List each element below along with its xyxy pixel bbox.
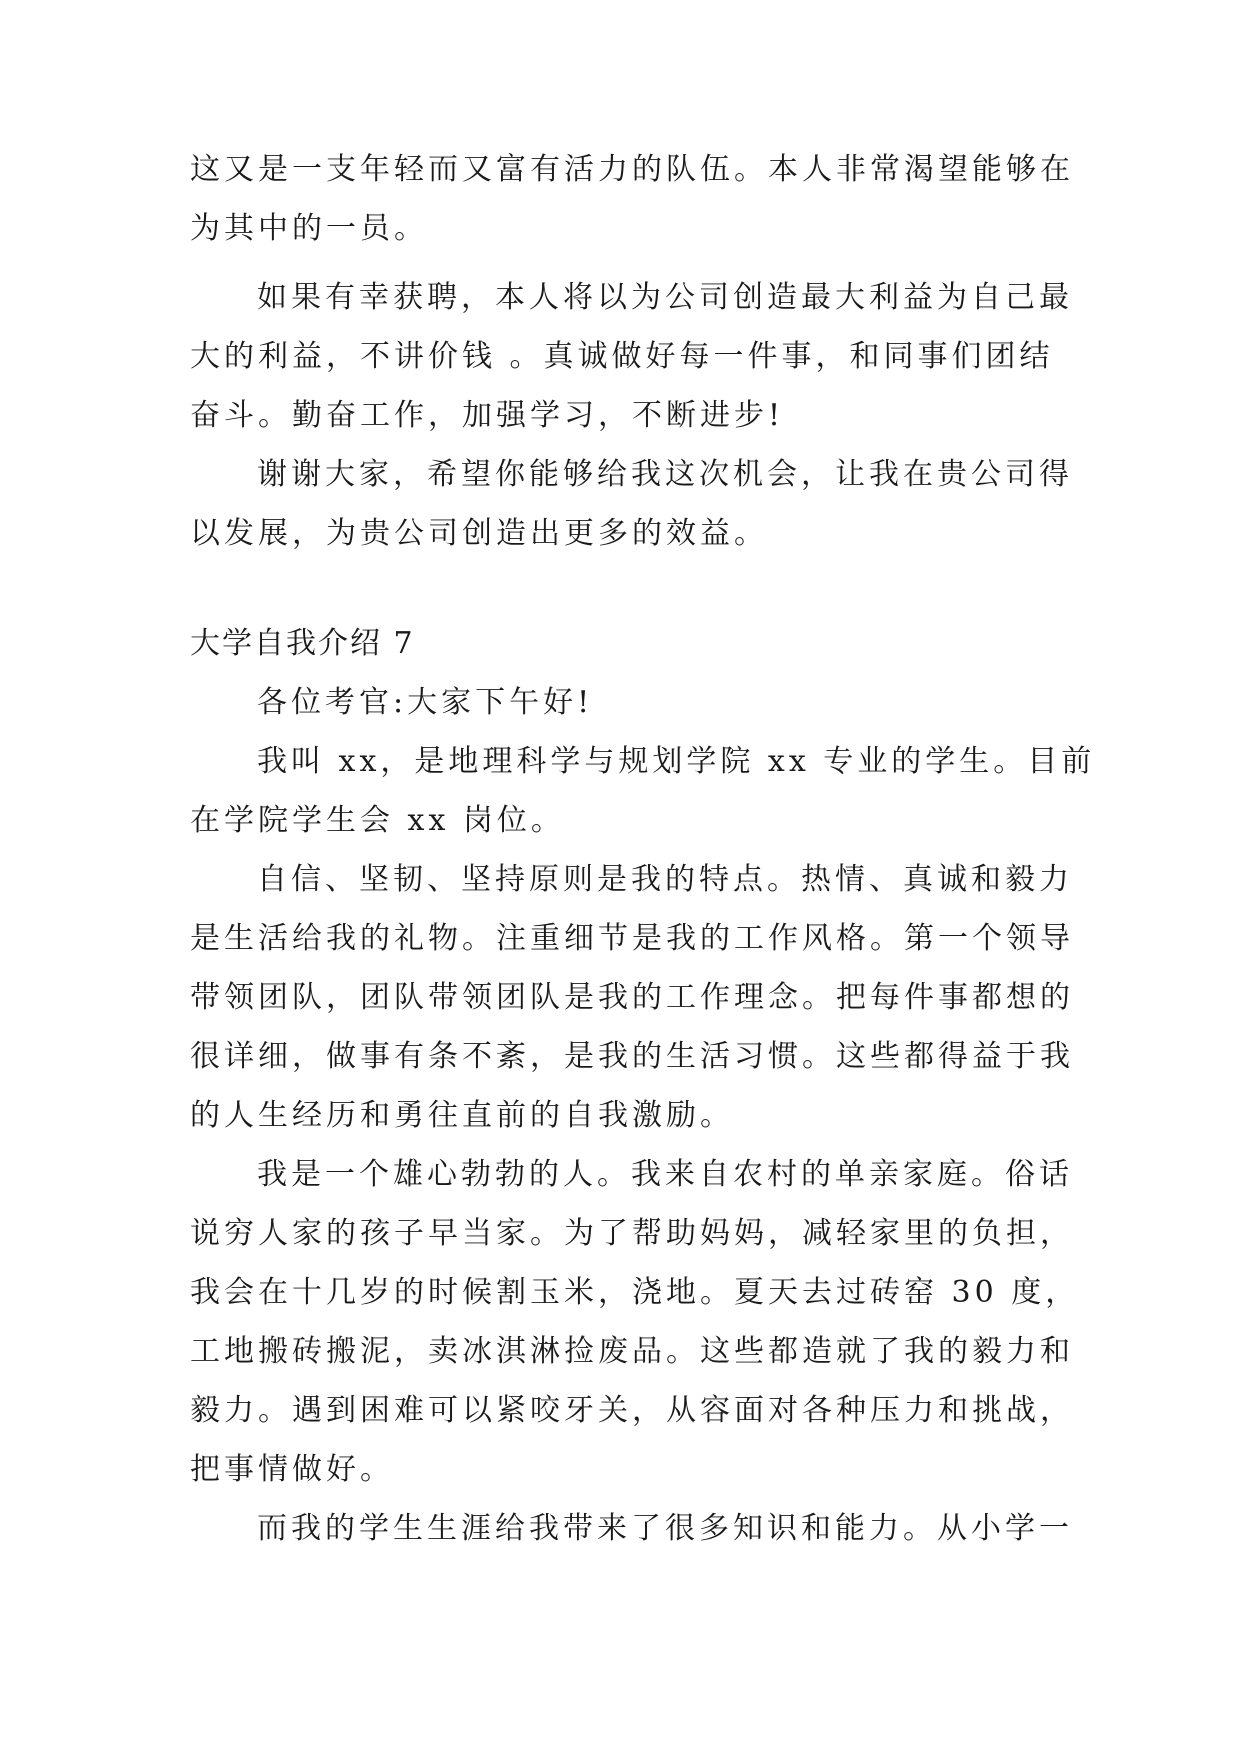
paragraph-line: 以发展，为贵公司创造出更多的效益。 [190,516,768,551]
section-heading: 大学自我介绍 7 [190,626,415,661]
greeting-line: 各位考官:大家下午好! [257,685,594,720]
paragraph-line: 带领团队，团队带领团队是我的工作理念。把每件事都想的 [190,980,1074,1015]
paragraph-line: 这又是一支年轻而又富有活力的队伍。本人非常渴望能够在 [190,152,1074,187]
paragraph-line: 是生活给我的礼物。注重细节是我的工作风格。第一个领导 [190,921,1074,956]
paragraph-line: 很详细，做事有条不紊，是我的生活习惯。这些都得益于我 [190,1039,1074,1074]
paragraph-line: 的人生经历和勇往直前的自我激励。 [190,1098,734,1133]
paragraph-line: 如果有幸获聘，本人将以为公司创造最大利益为自己最 [257,280,1073,315]
paragraph-line: 为其中的一员。 [190,211,428,246]
paragraph-line: 我叫 xx，是地理科学与规划学院 xx 专业的学生。目前 [257,744,1096,779]
paragraph-line: 毅力。遇到困难可以紧咬牙关，从容面对各种压力和挑战， [190,1393,1074,1428]
paragraph-line: 工地搬砖搬泥，卖冰淇淋捡废品。这些都造就了我的毅力和 [190,1334,1074,1369]
paragraph-line: 说穷人家的孩子早当家。为了帮助妈妈，减轻家里的负担， [190,1216,1074,1251]
paragraph-line: 我是一个雄心勃勃的人。我来自农村的单亲家庭。俗话 [257,1157,1073,1192]
paragraph-line: 谢谢大家，希望你能够给我这次机会，让我在贵公司得 [257,457,1073,492]
paragraph-line: 大的利益，不讲价钱 。真诚做好每一件事，和同事们团结 [190,339,1054,374]
paragraph-line: 我会在十几岁的时候割玉米，浇地。夏天去过砖窑 30 度， [190,1275,1080,1310]
paragraph-line: 自信、坚韧、坚持原则是我的特点。热情、真诚和毅力 [257,862,1073,897]
paragraph-line: 奋斗。勤奋工作，加强学习，不断进步! [190,398,785,433]
paragraph-line: 在学院学生会 xx 岗位。 [190,803,565,838]
paragraph-line: 把事情做好。 [190,1452,394,1487]
paragraph-line: 而我的学生生涯给我带来了很多知识和能力。从小学一 [257,1511,1073,1546]
